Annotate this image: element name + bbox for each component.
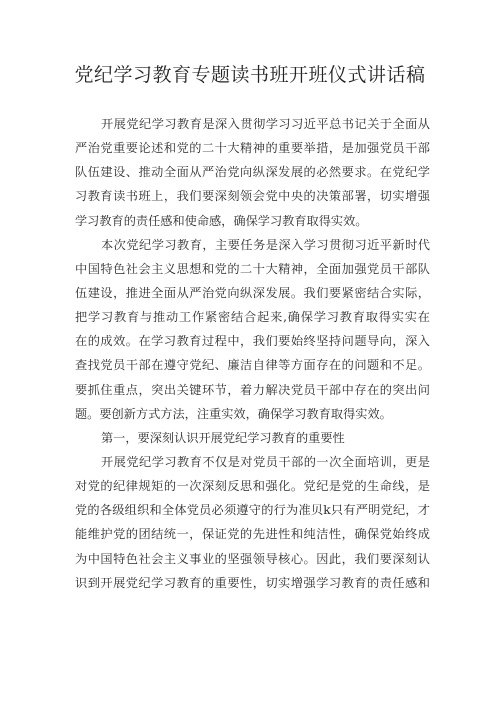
text-line: 能维护党的团结统一，保证党的先进性和纯洁性，确保党始终成	[75, 527, 430, 542]
text-line: 伍建设，推进全面从严治党向纵深发展。我们要紧密结合实际，	[75, 285, 430, 300]
text-line: 把学习教育与推动工作紧密结合起来,确保学习教育取得实实在	[75, 310, 430, 325]
text-line: 本次党纪学习教育，主要任务是深入学习贯彻习近平新时代	[101, 237, 430, 252]
text-line: 开展党纪学习教育不仅是对党员干部的一次全面培训，更是	[101, 454, 430, 469]
paragraph	[75, 112, 430, 233]
text-line: 第一，要深刻认识开展党纪学习教育的重要性	[101, 430, 345, 445]
paragraph	[75, 450, 430, 595]
text-line: 中国特色社会主义思想和党的二十大精神，全面加强党员干部队	[75, 261, 430, 276]
text-line: 学习教育的责任感和使命感，确保学习教育取得实效。	[75, 213, 368, 228]
text-line: 严治党重要论述和党的二十大精神的重要举措，是加强党员干部	[75, 141, 430, 156]
text-line: 题。要创新方式方法，注重实效，确保学习教育取得实效。	[75, 406, 392, 421]
text-line: 开展党纪学习教育是深入贯彻学习习近平总书记关于全面从	[101, 117, 430, 131]
text-line: 习教育读书班上，我们要深刻领会党中央的决策部署，切实增强	[75, 189, 430, 204]
section-heading	[75, 426, 430, 450]
text-line: 识到开展党纪学习教育的重要性，切实增强学习教育的责任感和	[75, 575, 430, 590]
text-line: 队伍建设、推动全面从严治党向纵深发展的必然要求。在党纪学	[75, 165, 430, 180]
text-line: 党的各级组织和全体党员必须遵守的行为准贝k只有严明党纪，才	[75, 503, 430, 518]
text-line: 对党的纪律规矩的一次深刻反思和强化。党纪是党的生命线，是	[75, 479, 430, 494]
text-line: 为中国特色社会主义事业的坚强领导核心。因此，我们要深刻认	[75, 551, 430, 566]
paragraph	[75, 233, 430, 426]
text-line: 查找党员干部在遵守党纪、廉洁自律等方面存在的问题和不足。	[75, 358, 430, 373]
document-body	[75, 112, 430, 595]
document-title: 党纪学习教育专题读书班开班仪式讲话稿	[74, 64, 426, 86]
text-line: 在的成效。在学习教育过程中，我们要始终坚持问题导向，深入	[75, 334, 430, 349]
text-line: 要抓住重点，突出关键环节，着力解决党员干部中存在的突出问	[75, 382, 430, 397]
